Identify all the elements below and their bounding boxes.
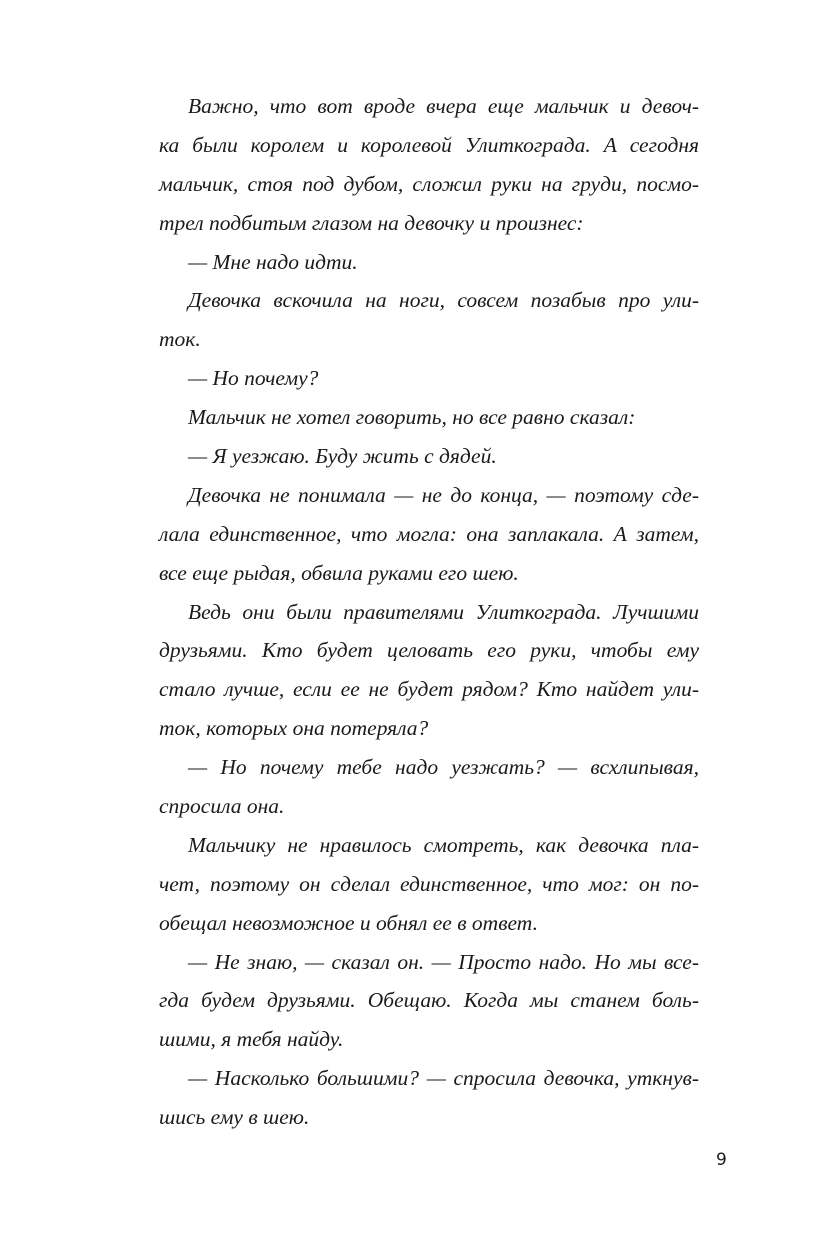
text-line: спросила она. [159,794,285,819]
page-number: 9 [716,1150,727,1170]
text-line: все еще рыдая, обвила руками его шею. [159,560,519,585]
text-line: — Насколько большими? — спросила девочка, уткнув- [188,1066,699,1091]
text-line: — Не знаю, — сказал он. — Просто надо. Но мы все- [188,949,699,974]
text-line: обещал невозможное и обнял ее в ответ. [159,910,538,935]
text-line: Мальчику не нравилось смотреть, как девочка пла- [188,832,699,857]
text-line: — Я уезжаю. Буду жить с дядей. [188,444,497,469]
text-line: стало лучше, если ее не будет рядом? Кто найдет ули- [159,677,699,702]
text-line: Девочка не понимала — не до конца, — поэтому сде- [188,482,699,507]
text-line: Важно, что вот вроде вчера еще мальчик и девоч- [188,94,699,118]
text-line: шими, я тебя найду. [159,1027,344,1052]
text-line: гда будем друзьями. Обещаю. Когда мы станем боль- [159,988,699,1013]
text-line: ток, которых она потеряла? [159,716,429,741]
text-line: — Мне надо идти. [188,249,358,274]
text-line: Мальчик не хотел говорить, но все равно сказал: [188,405,636,430]
body-text [159,87,699,1137]
text-line: лала единственное, что могла: она заплакала. А затем, [159,521,699,546]
text-line: трел подбитым глазом на девочку и произнес: [159,210,584,235]
text-line: ка были королем и королевой Улиткограда. А сегодня [159,132,699,157]
text-line: чет, поэтому он сделал единственное, что мог: он по- [159,871,699,896]
text-line: друзьями. Кто будет целовать его руки, чтобы ему [159,638,699,663]
text-line: Ведь они были правителями Улиткограда. Лучшими [188,599,699,624]
text-line: Девочка вскочила на ноги, совсем позабыв про ули- [188,288,699,313]
text-line: — Но почему? [188,366,319,391]
text-line: ток. [159,327,201,352]
text-line: шись ему в шею. [159,1105,310,1130]
text-line: мальчик, стоя под дубом, сложил руки на груди, посмо- [159,171,699,196]
text-line: — Но почему тебе надо уезжать? — всхлипывая, [188,755,699,780]
